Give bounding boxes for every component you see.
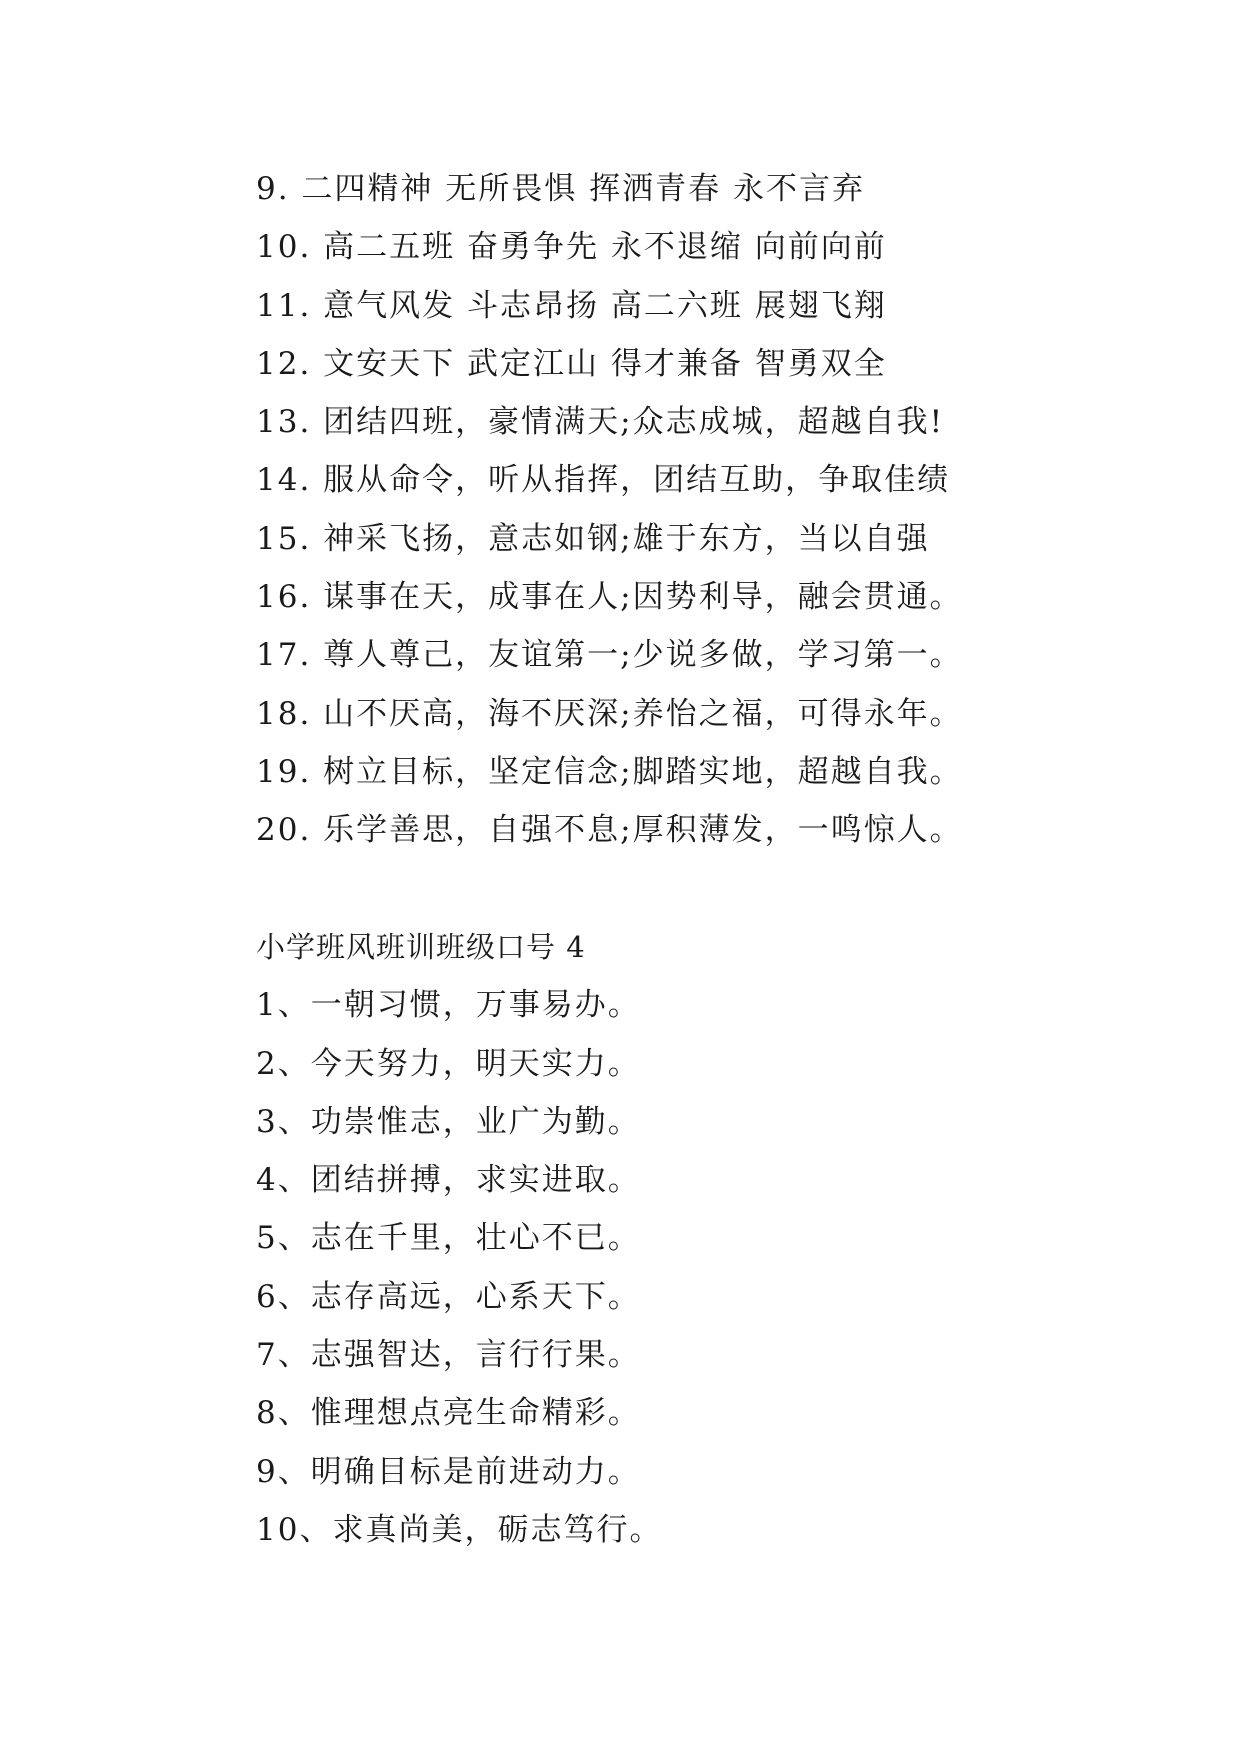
list-item: 19. 树立目标，坚定信念;脚踏实地，超越自我。: [256, 753, 963, 790]
list-item: 15. 神采飞扬，意志如钢;雄于东方，当以自强: [256, 520, 930, 557]
list-item: 2、今天努力，明天实力。: [256, 1045, 641, 1082]
list-item: 4、团结拼搏，求实进取。: [256, 1162, 641, 1199]
list-item: 6、志存高远，心系天下。: [256, 1278, 641, 1315]
list-item: 7、志强智达，言行行果。: [256, 1337, 641, 1374]
list-item: 20. 乐学善思，自强不息;厚积薄发，一鸣惊人。: [256, 812, 963, 849]
list-item: 12. 文安天下 武定江山 得才兼备 智勇双全: [256, 345, 887, 382]
list-item: 1、一朝习惯，万事易办。: [256, 987, 641, 1024]
list-item: 16. 谋事在天，成事在人;因势利导，融会贯通。: [256, 579, 963, 616]
section-heading: 小学班风班训班级口号 4: [256, 930, 586, 964]
slogan-section-4: [256, 918, 1196, 1559]
list-item: 10、求真尚美，砺志笃行。: [256, 1511, 663, 1548]
list-item: 10. 高二五班 奋勇争先 永不退缩 向前向前: [256, 229, 887, 266]
list-item: 17. 尊人尊己，友谊第一;少说多做，学习第一。: [256, 637, 963, 674]
list-item: 13. 团结四班，豪情满天;众志成城，超越自我!: [256, 404, 945, 441]
list-item: 14. 服从命令，听从指挥，团结互助，争取佳绩: [256, 462, 951, 499]
list-item: 18. 山不厌高，海不厌深;养怡之福，可得永年。: [256, 695, 963, 732]
list-item: 8、惟理想点亮生命精彩。: [256, 1395, 641, 1432]
list-item: 11. 意气风发 斗志昂扬 高二六班 展翅飞翔: [256, 287, 887, 324]
list-item: 9. 二四精神 无所畏惧 挥洒青春 永不言弃: [256, 171, 865, 207]
list-item: 9、明确目标是前进动力。: [256, 1453, 641, 1490]
list-item: 5、志在千里，壮心不已。: [256, 1220, 641, 1257]
slogan-list-continued: [256, 160, 1196, 860]
list-item: 3、功崇惟志，业广为勤。: [256, 1103, 641, 1140]
